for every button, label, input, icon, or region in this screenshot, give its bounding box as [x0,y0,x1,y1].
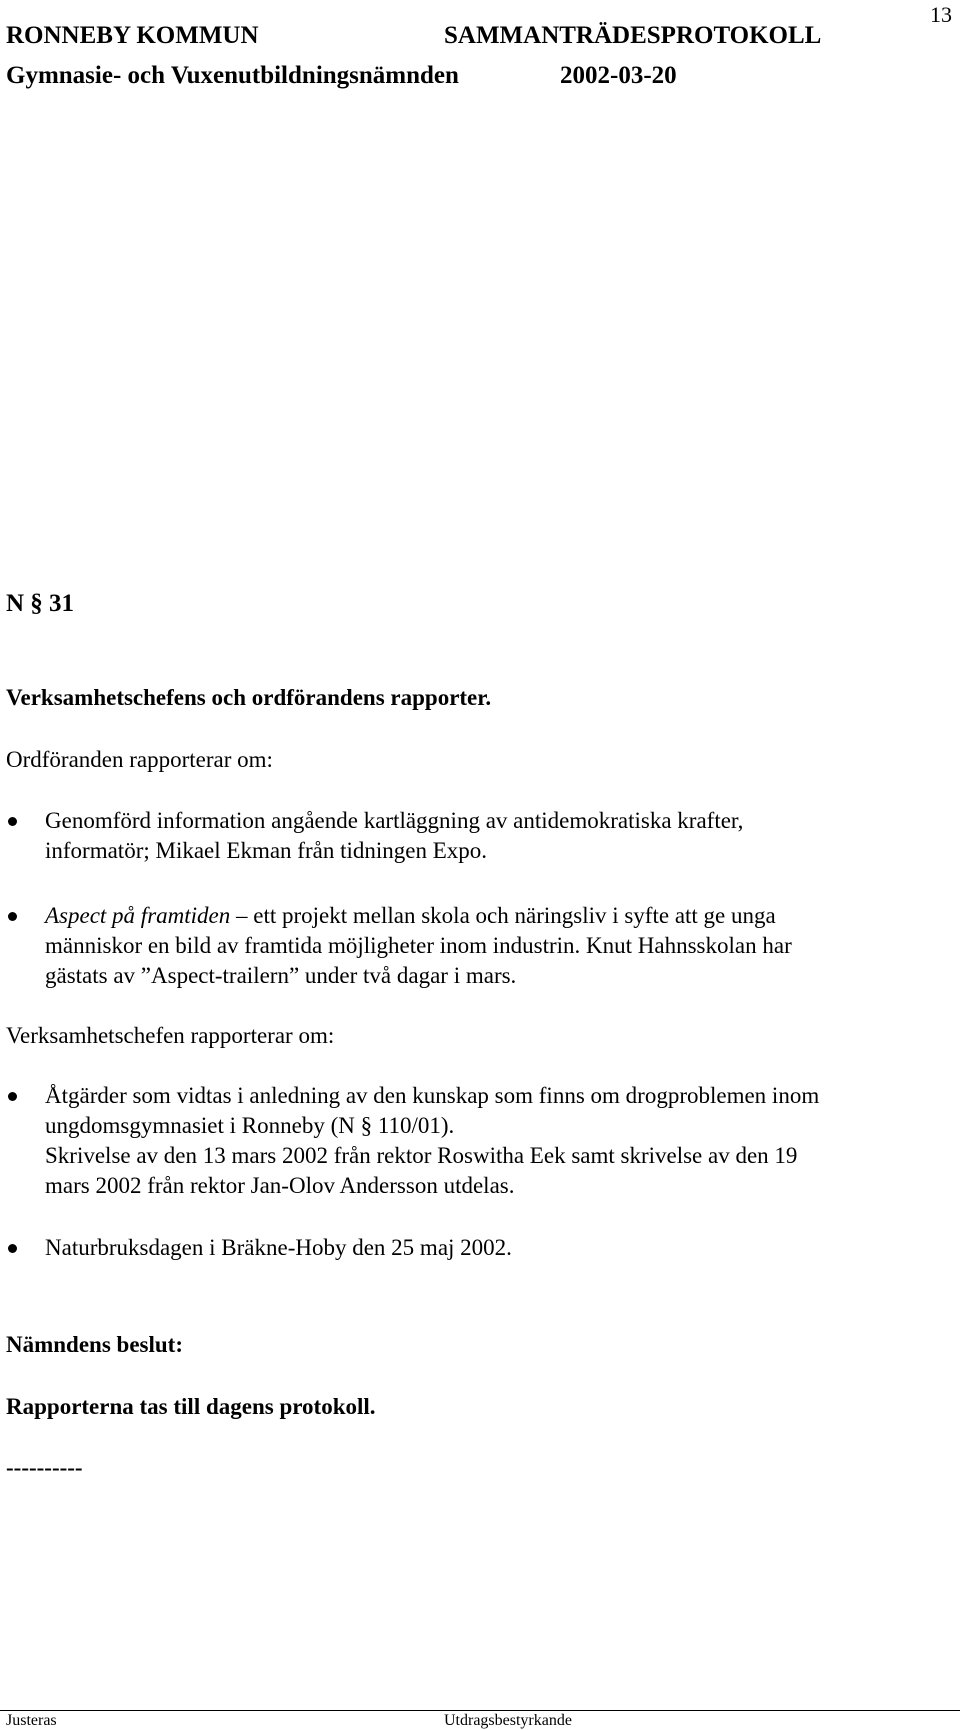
head-report-intro: Verksamhetschefen rapporterar om: [6,1023,335,1048]
chair-report-intro: Ordföranden rapporterar om: [6,747,273,772]
bullet-icon [8,1244,17,1253]
footer-divider [0,1710,960,1711]
document-type: SAMMANTRÄDESPROTOKOLL [444,22,822,49]
meeting-date: 2002-03-20 [560,62,677,89]
aspect-project-name: Aspect på framtiden [45,903,231,928]
head-item-2-line-1: Naturbruksdagen i Bräkne-Hoby den 25 maj 2002. [45,1235,512,1260]
chair-item-1-line-1: Genomförd information angående kartläggning av antidemokratiska krafter, [45,808,744,833]
bullet-icon [8,912,17,921]
bullet-icon [8,817,17,826]
bullet-icon [8,1092,17,1101]
section-separator: ---------- [6,1455,83,1480]
page-number: 13 [930,2,952,27]
section-title: Verksamhetschefens och ordförandens rapporter. [6,685,492,710]
chair-item-2-line-2: människor en bild av framtida möjligheter inom industrin. Knut Hahnsskolan har [45,933,792,958]
chair-item-2-line-3: gästats av ”Aspect-trailern” under två dagar i mars. [45,963,517,988]
section-number: N § 31 [6,590,75,617]
decision-heading: Nämndens beslut: [6,1332,184,1357]
head-item-1-line-3: Skrivelse av den 13 mars 2002 från rektor Roswitha Eek samt skrivelse av den 19 [45,1143,798,1168]
footer-justeras: Justeras [6,1712,57,1729]
board-name: Gymnasie- och Vuxenutbildningsnämnden [6,62,459,89]
chair-item-1-line-2: informatör; Mikael Ekman från tidningen Expo. [45,838,487,863]
head-item-1-line-1: Åtgärder som vidtas i anledning av den kunskap som finns om drogproblemen inom [45,1083,820,1108]
municipality-name: RONNEBY KOMMUN [6,22,259,49]
footer-utdragsbestyrkande: Utdragsbestyrkande [444,1712,572,1729]
chair-item-2-line-1: Aspect på framtiden – ett projekt mellan skola och näringsliv i syfte att ge unga [45,903,776,928]
decision-text: Rapporterna tas till dagens protokoll. [6,1394,376,1419]
head-item-1-line-4: mars 2002 från rektor Jan-Olov Andersson utdelas. [45,1173,515,1198]
head-item-1-line-2: ungdomsgymnasiet i Ronneby (N § 110/01). [45,1113,455,1138]
